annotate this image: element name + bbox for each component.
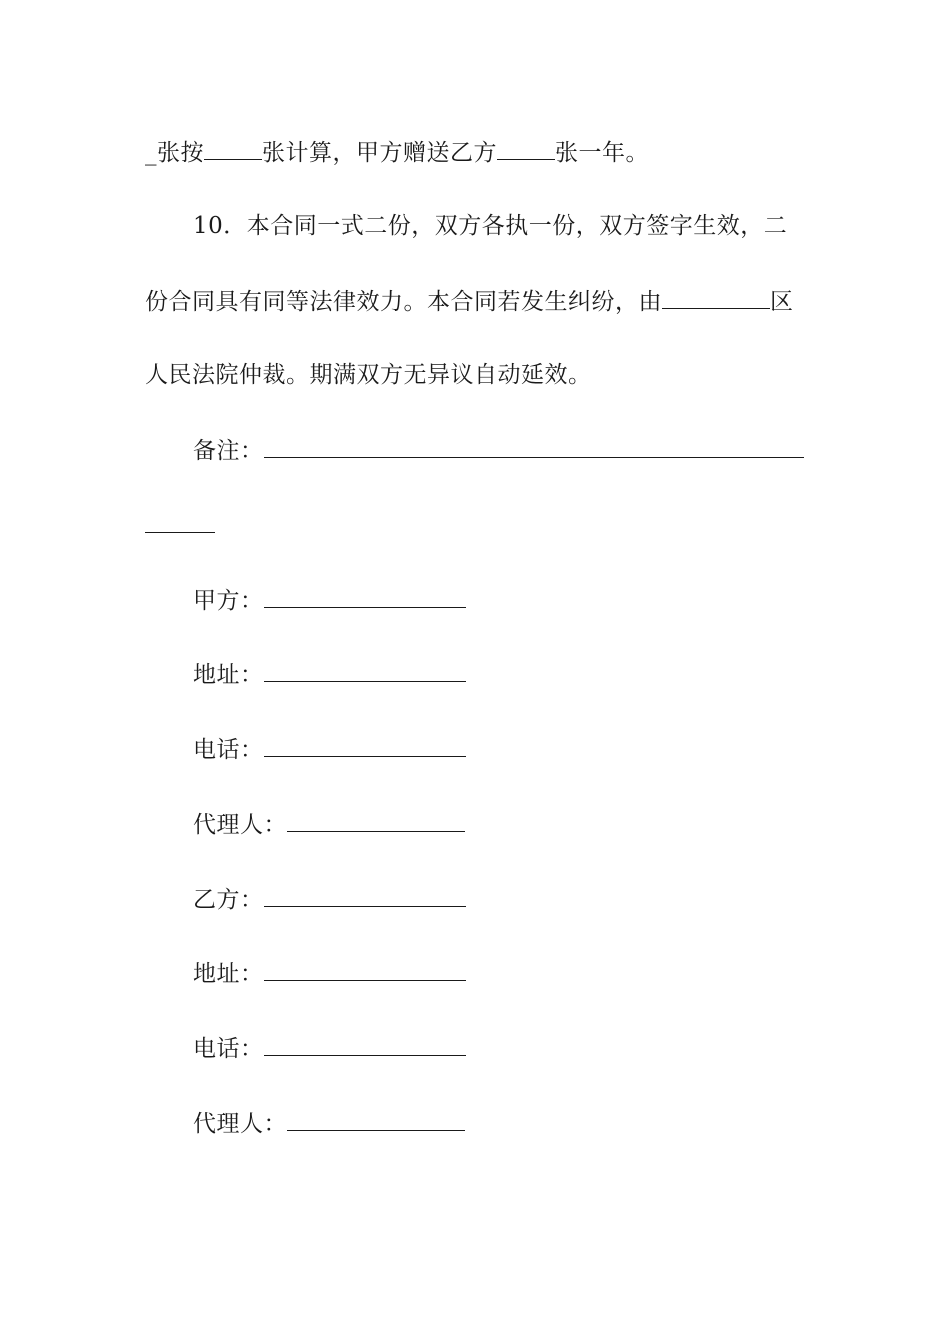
remarks-label: 备注：	[193, 438, 264, 464]
party-a-address-blank	[264, 659, 466, 682]
party-b-label: 乙方：	[193, 887, 264, 913]
party-b-address-blank	[264, 958, 466, 981]
party-b-phone-line	[193, 1033, 466, 1063]
text-line-gift-terms	[145, 137, 649, 167]
party-a-agent-line	[193, 809, 465, 839]
party-a-agent-label: 代理人：	[193, 812, 287, 838]
party-a-address-label: 地址：	[193, 662, 264, 688]
clause-10-line3: 人民法院仲裁。期满双方无异议自动延效。	[145, 362, 592, 388]
gift-terms-part2: 张计算，甲方赠送乙方	[262, 140, 497, 166]
gift-terms-part3: 张一年。	[555, 140, 649, 166]
blank-field	[497, 137, 555, 160]
remarks-continuation	[145, 510, 215, 540]
party-a-phone-label: 电话：	[193, 737, 264, 763]
gift-terms-part1: _张按	[145, 140, 204, 166]
party-b-agent-line	[193, 1108, 465, 1138]
party-a-phone-blank	[264, 734, 466, 757]
party-b-agent-label: 代理人：	[193, 1111, 287, 1137]
remarks-blank	[264, 435, 804, 458]
party-a-blank	[264, 585, 466, 608]
party-a-phone-line	[193, 734, 466, 764]
clause-10-district-suffix: 区	[770, 289, 794, 315]
party-b-blank	[264, 884, 466, 907]
party-a-agent-blank	[287, 809, 465, 832]
remarks-line	[193, 435, 804, 465]
blank-field	[204, 137, 262, 160]
party-a-line	[193, 585, 466, 615]
party-b-phone-blank	[264, 1033, 466, 1056]
party-b-address-line	[193, 958, 466, 988]
clause-10-line2	[145, 286, 794, 316]
party-b-address-label: 地址：	[193, 961, 264, 987]
clause-10-line1: 10．本合同一式二份，双方各执一份，双方签字生效，二	[193, 213, 788, 239]
court-district-blank	[662, 286, 770, 309]
clause-10-line2-text: 份合同具有同等法律效力。本合同若发生纠纷，由	[145, 289, 662, 315]
remarks-blank-continued	[145, 510, 215, 533]
party-b-line	[193, 884, 466, 914]
party-b-agent-blank	[287, 1108, 465, 1131]
party-b-phone-label: 电话：	[193, 1036, 264, 1062]
party-a-address-line	[193, 659, 466, 689]
party-a-label: 甲方：	[193, 588, 264, 614]
